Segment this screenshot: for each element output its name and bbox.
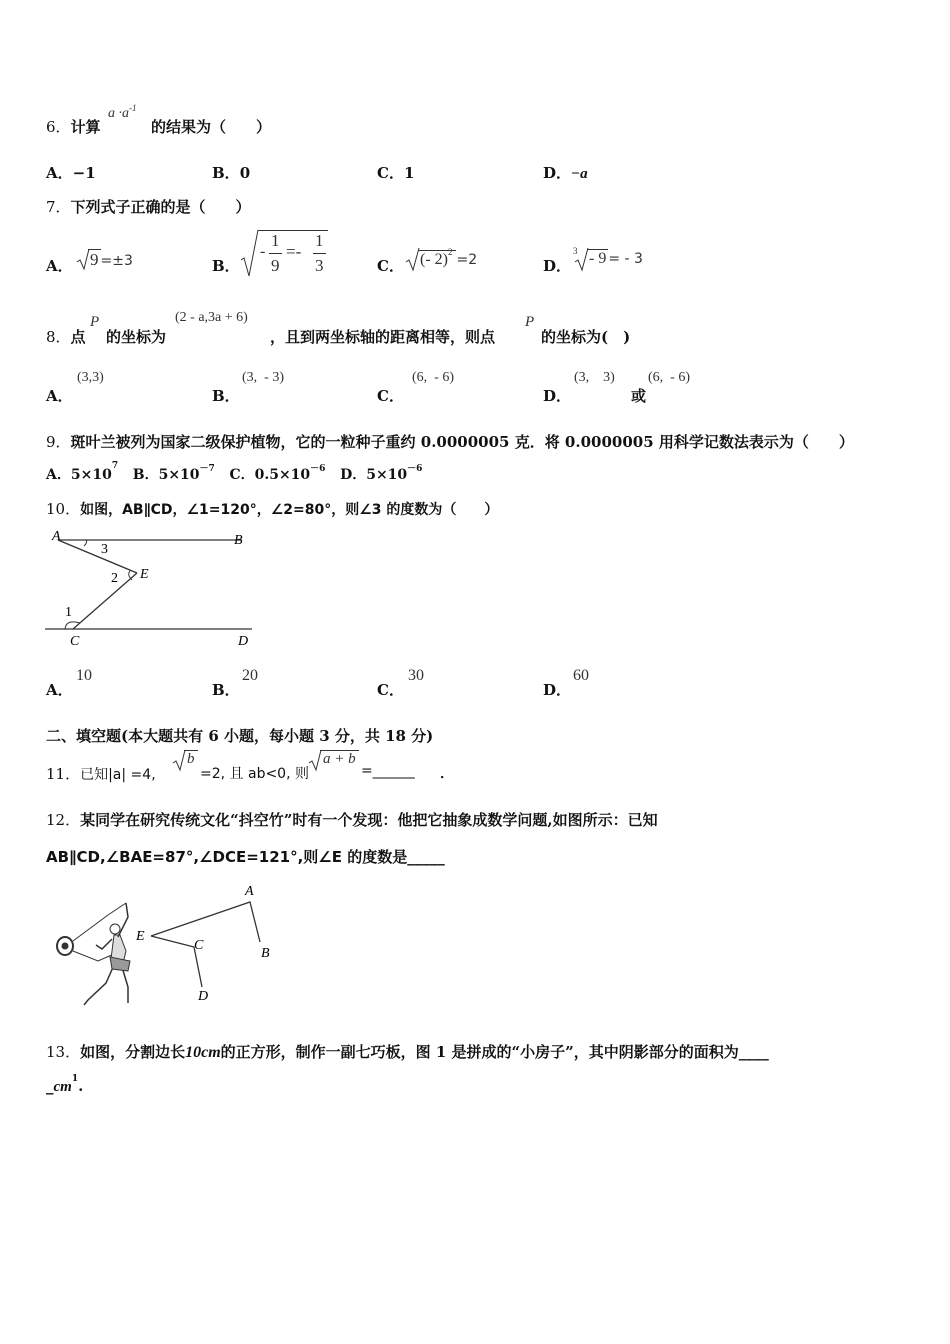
q7-b-den: 9 xyxy=(271,256,280,275)
label-a: A xyxy=(52,529,61,544)
label-b: B xyxy=(261,946,270,961)
q7-option-a-label[interactable]: A． xyxy=(46,257,73,275)
q8-mid1: 的坐标为 xyxy=(106,328,167,346)
label-d: D xyxy=(238,634,249,649)
q6-expression xyxy=(108,103,137,122)
q13-blank-underline[interactable]: _ xyxy=(46,1077,54,1095)
section-2-title: 二、填空题(本大题共有 6 小题，每小题 3 分，共 18 分) xyxy=(46,727,434,745)
q9-text: 斑叶兰被列为国家二级保护植物，它的一粒种子重约 0.0000005 克．将 0.0000005 用科学记数法表示为（ ） xyxy=(70,433,854,451)
q6-opt-d-label: D． xyxy=(543,164,572,182)
q7-option-d-expr xyxy=(573,246,643,268)
q8-coordinate: (2 - a,3a + 6) xyxy=(175,310,248,325)
label-d: D xyxy=(198,989,209,1004)
q8-option-a-label[interactable]: A． xyxy=(46,387,73,405)
q9-opt-d-exp: －6 xyxy=(407,464,423,474)
label-c: C xyxy=(70,634,80,649)
q11-sqrt-b xyxy=(172,751,198,768)
q13-period: . xyxy=(78,1077,84,1095)
q7-option-a-expr xyxy=(76,250,133,270)
q11-sqrt-ab-radical xyxy=(308,751,359,768)
string-lower xyxy=(73,951,114,961)
label-angle-2: 2 xyxy=(111,571,118,586)
q7-d-index: 3 xyxy=(573,246,578,256)
segment-ec xyxy=(73,573,137,629)
leg-left xyxy=(84,965,114,1005)
q8-mid2: ，且到两坐标轴的距离相等，则点 xyxy=(270,328,496,346)
q8-number: 8． xyxy=(46,328,71,346)
q10-stem xyxy=(46,498,498,519)
q9-options xyxy=(46,461,423,484)
q8-option-a-value: (3,3) xyxy=(77,370,104,385)
q6-stem xyxy=(46,116,101,137)
q9-opt-c-label: C． xyxy=(229,467,255,483)
q13-line2 xyxy=(46,1074,84,1096)
q7-c-exp: 2 xyxy=(447,247,453,257)
q9-stem xyxy=(46,431,854,452)
q13-unit-exp: 1 xyxy=(71,1074,79,1084)
label-e: E xyxy=(140,567,149,582)
q7-d-radical xyxy=(573,246,608,268)
q9-opt-a-base: 5×10 xyxy=(70,467,112,483)
q8-option-d-label[interactable]: D． xyxy=(543,387,572,405)
q7-a-radical xyxy=(76,250,101,270)
q8-option-d-value: (3, 3) xyxy=(574,370,615,385)
q9-opt-c-exp: －6 xyxy=(310,464,326,474)
q7-c-radicand: (- 2) xyxy=(420,251,448,268)
q9-option-a[interactable] xyxy=(46,461,119,483)
q9-opt-b-exp: －7 xyxy=(199,464,215,474)
q6-opt-c-label: C． xyxy=(377,164,404,182)
q10-option-a-label[interactable]: A． xyxy=(46,681,73,699)
q13-length: 10cm xyxy=(185,1044,221,1061)
q6-opt-a-value: −1 xyxy=(72,164,96,182)
q6-number: 6． xyxy=(46,118,71,136)
q12-number: 12． xyxy=(46,811,81,829)
label-c: C xyxy=(194,938,204,953)
q9-opt-a-label: A． xyxy=(46,467,71,483)
q11-start xyxy=(46,763,156,784)
q8-option-b-label[interactable]: B． xyxy=(212,387,240,405)
segments-e-a-b xyxy=(151,902,260,942)
radical-sign-icon xyxy=(76,248,90,272)
q9-number: 9． xyxy=(46,433,71,451)
q7-b-frac-bar xyxy=(269,253,282,254)
radical-sign-icon xyxy=(172,749,186,773)
q7-d-radicand: - 9 xyxy=(589,250,607,267)
label-angle-1: 1 xyxy=(65,605,72,620)
arm-lower xyxy=(96,939,112,949)
q6-expr-exp: -1 xyxy=(129,103,137,113)
q10-text: 如图，AB∥CD，∠1=120°，∠2=80°，则∠3 的度数为（ ） xyxy=(80,502,499,518)
q9-opt-d-base: 5×10 xyxy=(366,467,408,483)
radical-sign-icon xyxy=(405,247,420,273)
q11-sqrt-ab-radicand: a + b xyxy=(320,750,359,767)
skirt-icon xyxy=(110,957,130,971)
segment-ae xyxy=(58,540,137,573)
label-angle-3: 3 xyxy=(101,542,108,557)
leg-right xyxy=(122,967,128,1003)
q8-option-d-value2: (6, - 6) xyxy=(648,370,690,385)
q8-option-d-or: 或 xyxy=(631,387,647,405)
q8-post: 的坐标为( ) xyxy=(541,328,631,346)
q12-line1 xyxy=(46,809,658,830)
q9-opt-b-base: 5×10 xyxy=(158,467,200,483)
q7-a-rhs: =±3 xyxy=(100,253,133,269)
q11-dot: ． xyxy=(440,766,454,782)
q9-option-d[interactable] xyxy=(340,464,423,483)
q7-b-rhs-den: 3 xyxy=(315,256,324,275)
q6-option-a[interactable] xyxy=(46,162,96,183)
q7-number: 7． xyxy=(46,198,71,216)
q9-opt-c-base: 0.5×10 xyxy=(254,467,311,483)
q7-option-b-label[interactable]: B． xyxy=(212,257,240,275)
q8-option-c-label[interactable]: C． xyxy=(377,387,404,405)
q12-text-line1: 某同学在研究传统文化“抖空竹”时有一个发现：他把它抽象成数学问题,如图所示：已知 xyxy=(80,811,658,829)
q13-unit: cm xyxy=(53,1079,72,1095)
radical-sign-icon xyxy=(308,749,322,773)
q7-option-d-label[interactable]: D． xyxy=(543,257,572,275)
q10-option-a-value: 10 xyxy=(76,667,92,684)
q7-b-rhs-bar xyxy=(313,253,326,254)
q8-point-p2: P xyxy=(525,314,535,330)
q6-expr-dot: ·a xyxy=(118,106,129,121)
q12-figure xyxy=(48,875,288,1015)
q7-c-rhs: =2 xyxy=(456,252,478,268)
q9-opt-d-label: D． xyxy=(340,467,367,483)
q11-sqrt-ab xyxy=(308,751,359,768)
q12-line2: AB∥CD,∠BAE=87°,∠DCE=121°,则∠E 的度数是_____ xyxy=(46,848,445,866)
q6-opt-a-label: A． xyxy=(46,164,73,182)
q11-sqrt-b-radicand: b xyxy=(184,750,198,767)
q10-option-d-value: 60 xyxy=(573,667,589,684)
q7-d-rhs: = - 3 xyxy=(608,251,643,267)
q6-opt-d-value: −a xyxy=(571,166,588,182)
q11-number: 11． xyxy=(46,765,81,783)
q6-pre: 计算 xyxy=(70,118,101,136)
q8-pre: 点 xyxy=(70,328,86,346)
label-e: E xyxy=(136,929,145,944)
q7-b-num: 1 xyxy=(271,231,280,250)
q9-option-b[interactable] xyxy=(132,464,215,483)
q11-part2: =2, 且 ab<0, 则 xyxy=(200,766,309,782)
q13-text-a: 如图，分割边长 xyxy=(80,1043,186,1061)
angle-3-arc xyxy=(84,540,87,546)
q7-option-c-label[interactable]: C． xyxy=(377,257,404,275)
q11-blank[interactable]: =______ xyxy=(361,763,415,779)
q7-c-radical xyxy=(405,247,456,269)
diabolo-center-icon xyxy=(62,943,68,949)
q6-option-d[interactable] xyxy=(543,162,588,183)
q13-number: 13． xyxy=(46,1043,81,1061)
q10-option-b-label[interactable]: B． xyxy=(212,681,240,699)
q8-option-b-value: (3, - 3) xyxy=(242,370,284,385)
radical-sign-icon xyxy=(240,228,260,278)
q11-sqrt-b-radical xyxy=(172,751,198,768)
q8-point-p: P xyxy=(90,314,100,330)
q10-figure xyxy=(40,524,260,654)
q7-c-radicand-wrap xyxy=(418,247,456,268)
q6-opt-c-value: 1 xyxy=(403,164,415,182)
q6-option-c[interactable] xyxy=(377,162,414,183)
head-icon xyxy=(110,924,120,934)
q10-option-d-label[interactable]: D． xyxy=(543,681,572,699)
q9-opt-a-exp: 7 xyxy=(111,461,119,471)
q7-option-c-expr xyxy=(405,247,478,269)
q7-a-radicand: 9 xyxy=(90,250,99,269)
radical-sign-icon xyxy=(574,247,589,273)
q6-opt-b-label: B． xyxy=(212,164,240,182)
q6-option-b[interactable] xyxy=(212,162,250,183)
label-a: A xyxy=(245,884,254,899)
q10-option-c-value: 30 xyxy=(408,667,424,684)
q7-b-sign: - xyxy=(260,243,266,260)
q11-part1: 已知|a| =4, xyxy=(80,767,156,783)
q7-text: 下列式子正确的是（ ） xyxy=(70,198,251,216)
q7-stem xyxy=(46,196,251,217)
q8-stem-start xyxy=(46,326,86,347)
q6-expr-a: a xyxy=(108,106,115,121)
q9-option-c[interactable] xyxy=(229,464,326,483)
q7-b-eq: =- xyxy=(286,242,302,261)
q10-number: 10． xyxy=(46,500,81,518)
q7-b-rhs-num: 1 xyxy=(315,231,324,250)
q6-post: 的结果为（ ） xyxy=(151,118,272,136)
q10-option-b-value: 20 xyxy=(242,667,258,684)
q13-line1 xyxy=(46,1041,769,1062)
q6-opt-b-value: 0 xyxy=(239,164,251,182)
diabolo-player-illustration xyxy=(57,903,130,1005)
q13-text-b: 的正方形，制作一副七巧板，图 1 是拼成的“小房子”，其中阴影部分的面积为____ xyxy=(220,1043,769,1061)
q9-opt-b-label: B． xyxy=(132,467,159,483)
q8-option-c-value: (6, - 6) xyxy=(412,370,454,385)
label-b: B xyxy=(234,533,243,548)
q10-option-c-label[interactable]: C． xyxy=(377,681,404,699)
